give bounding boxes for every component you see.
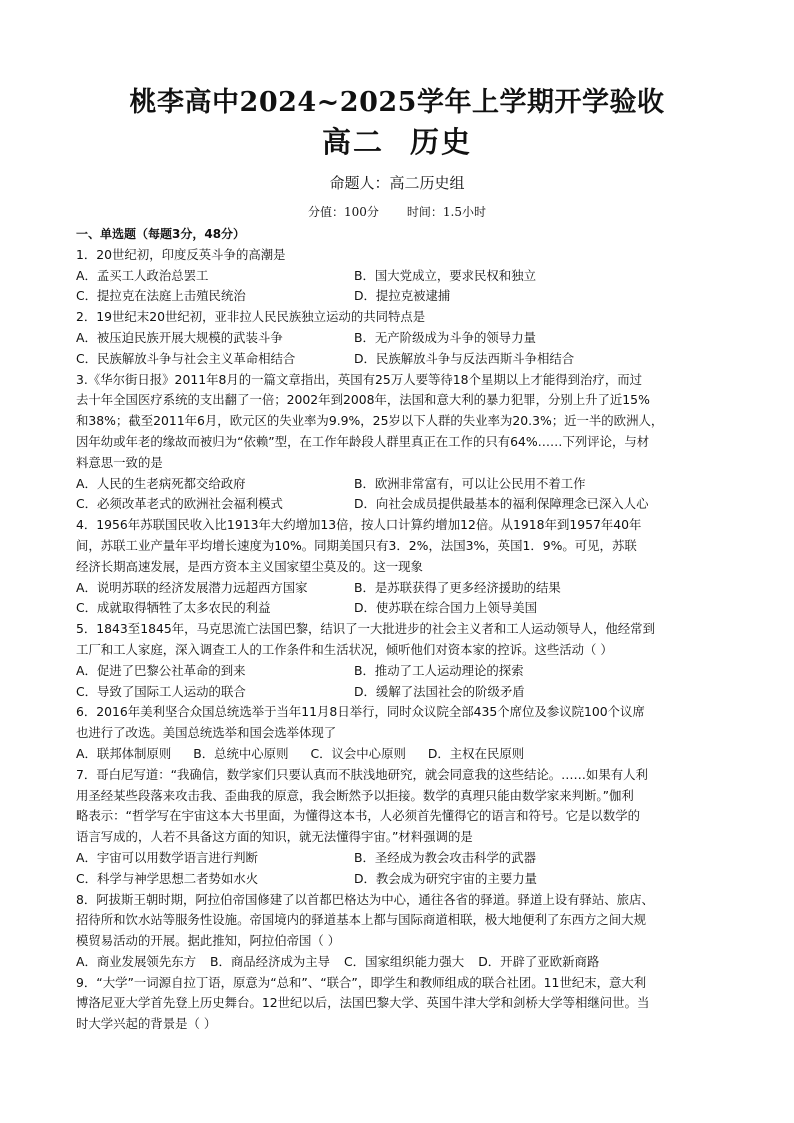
option-row [76,266,728,287]
subject-label: 历史 [410,125,473,159]
option-row [76,682,728,703]
answer-option: D．缓解了法国社会的阶级矛盾 [354,683,525,699]
question-stem-line: 2．19世纪末20世纪初，亚非拉人民民族独立运动的共同特点是 [76,309,426,325]
option-row [76,952,728,973]
answer-option: C．国家组织能力强大 [344,953,465,969]
question-stem-line: 模贸易活动的开展。据此推知，阿拉伯帝国（ ） [76,933,341,949]
author-line: 命题人：高二历史组 [329,174,465,192]
answer-option: B．欧洲非常富有，可以让公民用不着工作 [354,475,586,491]
question-6 [76,702,728,764]
question-stem-line: 3.《华尔街日报》2011年8月的一篇文章指出，英国有25万人要等待18个星期以上才能得到治疗，而过 [76,371,643,387]
time-value: 时间：1.5小时 [406,205,486,219]
question-stem-line: 工厂和工人家庭，深入调查工人的工作条件和生活状况，倾听他们对资本家的控诉。这些活动（ ） [76,641,613,657]
answer-option: C．提拉克在法庭上击殖民统治 [76,288,246,304]
option-row [76,474,728,495]
answer-option: A．孟买工人政治总罢工 [76,267,209,283]
answer-option: B．推动了工人运动理论的探索 [354,662,524,678]
answer-option: A．被压迫民族开展大规模的武装斗争 [76,329,283,345]
answer-option: B．是苏联获得了更多经济援助的结果 [354,579,561,595]
answer-option: D．开辟了亚欧新商路 [478,953,600,969]
question-3 [76,370,728,516]
answer-option: B．商品经济成为主导 [210,953,331,969]
answer-option: A．联邦体制原则 [76,745,172,761]
option-row [76,328,728,349]
question-stem-line: 也进行了改选。美国总统选举和国会选举体现了 [76,725,337,741]
question-stem-line: 6．2016年美利坚合众国总统选举于当年11月8日举行，同时众议院全部435个席位及参议院100个议席 [76,704,645,720]
answer-option: D．民族解放斗争与反法西斯斗争相结合 [354,350,575,366]
option-row [76,286,728,307]
answer-option: D．主权在民原则 [427,745,525,761]
option-row [76,869,728,890]
option-row [76,661,728,682]
answer-option: C．议会中心原则 [310,745,406,761]
question-8 [76,890,728,973]
question-stem-line: 料意思一致的是 [76,454,163,470]
option-row [76,578,728,599]
question-stem-line: 7．哥白尼写道：“我确信，数学家们只要认真而不肤浅地研究，就会同意我的这些结论。……如果有人利 [76,766,648,782]
answer-option: A．说明苏联的经济发展潜力远超西方国家 [76,579,308,595]
option-row [76,349,728,370]
option-row [76,744,728,765]
question-4 [76,515,728,619]
question-stem-line: 语言写成的，人若不具备这方面的知识，就无法懂得宇宙。”材料强调的是 [76,829,473,845]
answer-option: D．向社会成员提供最基本的福利保障理念已深入人心 [354,496,649,512]
question-stem-line: 1．20世纪初，印度反英斗争的高潮是 [76,246,286,262]
answer-option: C．导致了国际工人运动的联合 [76,683,246,699]
question-stem-line: 5．1843至1845年，马克思流亡法国巴黎，结识了一大批进步的社会主义者和工人运动领导人，他经常到 [76,621,655,637]
grade-label: 高二 [321,125,384,159]
answer-option: C．科学与神学思想二者势如水火 [76,870,259,886]
question-stem-line: 8．阿拔斯王朝时期，阿拉伯帝国修建了以首都巴格达为中心，通往各省的驿道。驿道上设有驿站、旅店、 [76,891,654,907]
answer-option: A．商业发展领先东方 [76,953,196,969]
question-stem-line: 9．“大学”一词源自拉丁语，原意为“总和”、“联合”，即学生和教师组成的联合社团。11世纪末，意大利 [76,974,647,990]
score-time-line [0,203,794,220]
question-stem-line: 4．1956年苏联国民收入比1913年大约增加13倍，按人口计算约增加12倍。从1918年到1957年40年 [76,517,642,533]
question-stem-line: 博洛尼亚大学首先登上历史舞台。12世纪以后，法国巴黎大学、英国牛津大学和剑桥大学等相继问世。当 [76,995,650,1011]
option-row [76,494,728,515]
question-2 [76,307,728,369]
question-9 [76,973,728,1035]
grade-subject-heading [0,120,794,161]
question-stem-line: 用圣经某些段落来攻击我、歪曲我的原意，我会断然予以拒接。数学的真理只能由数学家来判断。”伽利 [76,787,634,803]
question-stem-line: 招待所和饮水站等服务性设施。帝国境内的驿道基本上都与国际商道相联，极大地便利了东西方之间大规 [76,912,646,928]
answer-option: B．国大党成立，要求民权和独立 [354,267,536,283]
question-5 [76,619,728,702]
answer-option: A．宇宙可以用数学语言进行判断 [76,849,258,865]
answer-option: C．民族解放斗争与社会主义革命相结合 [76,350,296,366]
option-row [76,848,728,869]
question-list [76,245,728,1035]
option-row [76,598,728,619]
question-stem-line: 时大学兴起的背景是（ ） [76,1016,217,1032]
question-7 [76,765,728,890]
question-stem-line: 间，苏联工业产量年平均增长速度为10%。同期美国只有3．2%，法国3%，英国1．9%。可见，苏联 [76,537,637,553]
answer-option: A．人民的生老病死都交给政府 [76,475,246,491]
answer-option: B．无产阶级成为斗争的领导力量 [354,329,536,345]
questions-body [76,224,728,1035]
answer-option: D．教会成为研究宇宙的主要力量 [354,870,538,886]
question-stem-line: 经济长期高速发展，是西方资本主义国家望尘莫及的。这一现象 [76,558,423,574]
answer-option: D．提拉克被逮捕 [354,288,451,304]
question-stem-line: 略表示：“哲学写在宇宙这本大书里面，为懂得这本书，人必须首先懂得它的语言和符号。它是以数学的 [76,808,640,824]
score-value: 分值：100分 [308,205,379,219]
answer-option: C．必须改革老式的欧洲社会福利模式 [76,496,283,512]
question-stem-line: 因年幼或年老的缘故而被归为“依赖”型，在工作年龄段人群里真正在工作的只有64%……下列评论，与材 [76,433,650,449]
question-1 [76,245,728,307]
answer-option: A．促进了巴黎公社革命的到来 [76,662,246,678]
answer-option: D．使苏联在综合国力上领导美国 [354,600,538,616]
section-heading: 一、单选题（每题3分，48分） [76,227,246,241]
question-stem-line: 去十年全国医疗系统的支出翻了一倍；2002年到2008年，法国和意大利的暴力犯罪，分别上升了近15% [76,392,650,408]
answer-option: B．总统中心原则 [193,745,289,761]
answer-option: C．成就取得牺牲了太多农民的利益 [76,600,271,616]
exam-title: 桃李高中2024~2025学年上学期开学验收 [129,87,665,118]
question-stem-line: 和38%；截至2011年6月，欧元区的失业率为9.9%，25岁以下人群的失业率为20.3%；近一半的欧洲人， [76,413,664,429]
answer-option: B．圣经成为教会攻击科学的武器 [354,849,536,865]
